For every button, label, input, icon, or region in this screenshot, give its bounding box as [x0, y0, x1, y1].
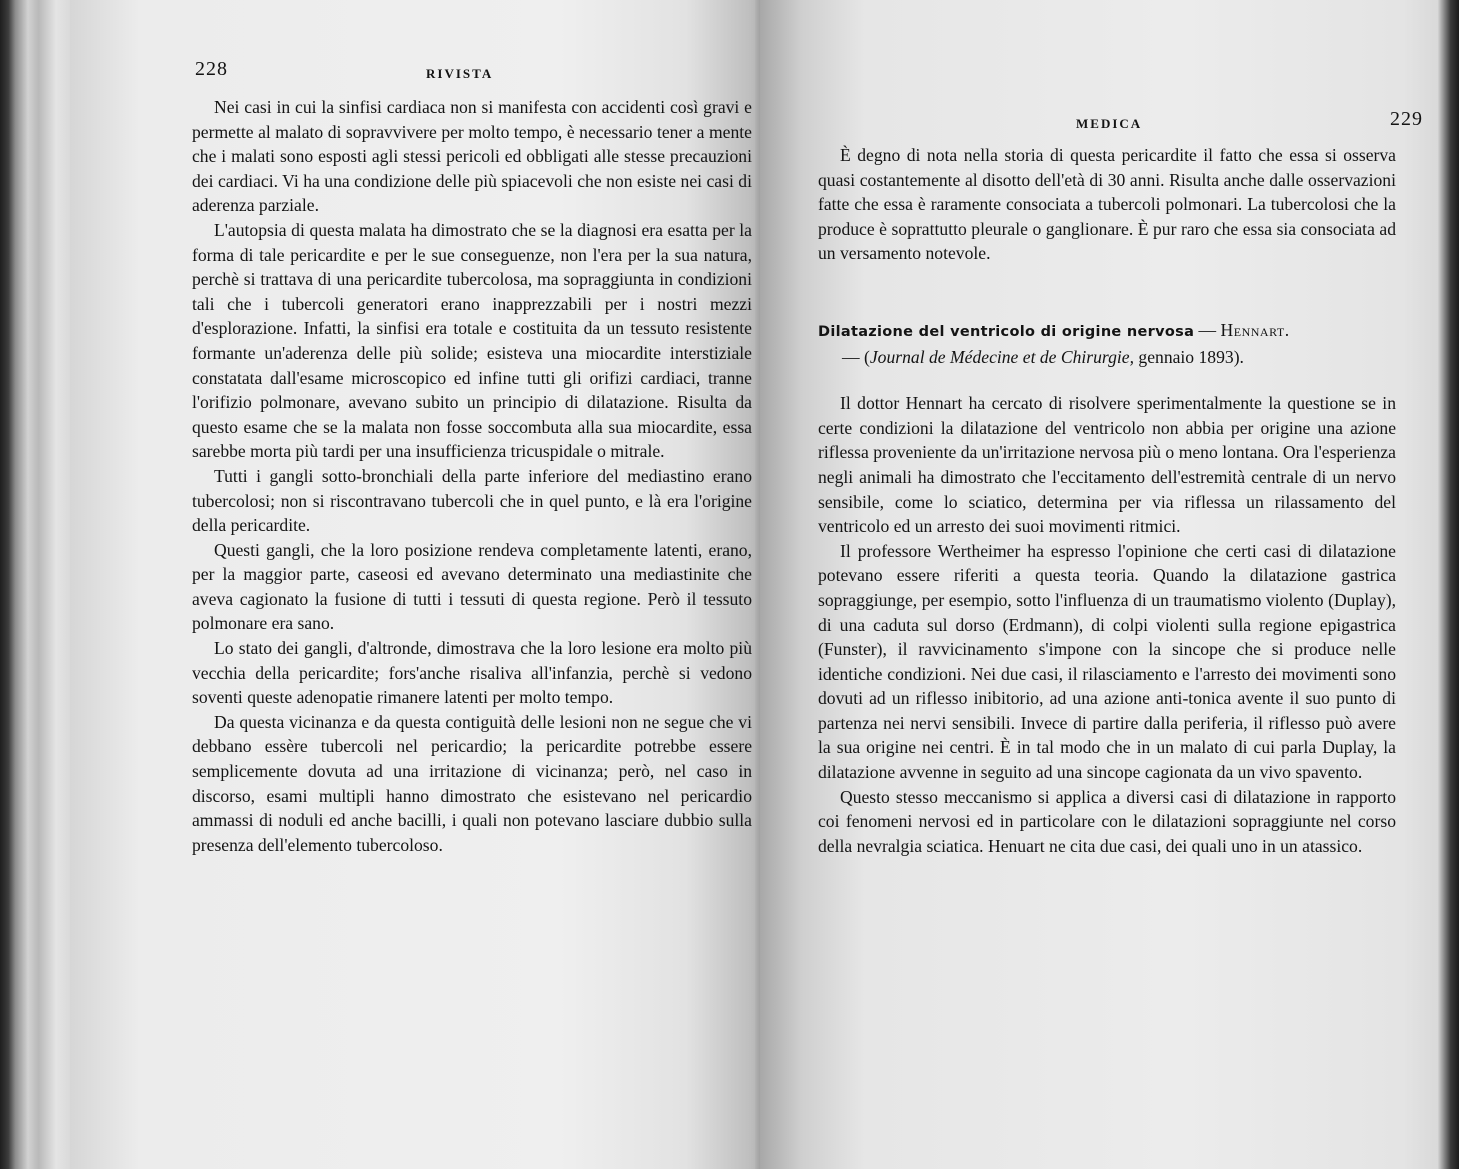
- paragraph: L'autopsia di questa malata ha dimostrato che se la diagnosi era esatta per la forma di tale pericardite e per le sue conseguenze, non l'era per la sua natura, perchè si trattava di una pericardite tubercolosa, ma sopraggiunta in condizioni tali che i tubercoli generatori erano inapprezzabili per i nostri mezzi d'esplorazione. Infatti, la sinfisi era totale e costituita da un tessuto resistente formante un'aderenza delle più solide; esisteva una miocardite interstiziale constatata dall'esame microscopico ed infine tutti gli orifizi cardiaci, tranne l'orifizio polmonare, avevano subito un principio di dilatazione. Risulta da questo esame che se la malata non fosse soccombuta alla sua miocardite, essa sarebbe morta più tardi per una insufficienza tricuspidale o mitrale.: [192, 219, 752, 462]
- running-head-right: MEDICA: [1076, 116, 1143, 131]
- article-source-line: [818, 345, 1396, 370]
- paragraph: Tutti i gangli sotto-bronchiali della parte inferiore del mediastino erano tubercolosi; non si riscontravano tubercoli che in quel punto, e là era l'origine della pericardite.: [192, 465, 752, 536]
- right-body-text: [818, 143, 1396, 858]
- heading-dash: —: [1194, 319, 1221, 340]
- paragraph: Da questa vicinanza e da questa contiguità delle lesioni non ne segue che vi debbano essère tubercoli nel pericardio; la pericardite potrebbe essere semplicemente dovuta ad una irritazione di vicinanza; però, nel caso in discorso, esami multipli hanno dimostrato che esistevano nel pericardio ammassi di noduli ed anche bacilli, i quali non potevano lasciare dubbio sulla presenza dell'elemento tubercoloso.: [192, 711, 752, 855]
- page-number-right: 229: [1390, 108, 1423, 130]
- paragraph: Il dottor Hennart ha cercato di risolvere sperimentalmente la questione se in certe condizioni la dilatazione del ventricolo non abbia per origine una azione riflessa proveniente da un'irritazione nervosa più o meno lontana. Ora l'esperienza negli animali ha dimostrato che l'eccitamento dell'estremità centrale di un nervo sensibile, come lo sciatico, determina per via riflessa un rilassamento del ventricolo ed un arresto dei suoi movimenti ritmici.: [818, 393, 1396, 537]
- page-number-left: 228: [195, 58, 228, 80]
- right-edge-shadow: [1438, 0, 1459, 1169]
- paragraph: Nei casi in cui la sinfisi cardiaca non si manifesta con accidenti così gravi e permette al malato di sopravvivere per molto tempo, è necessario tener a mente che i malati sono esposti agli stessi pericoli ed obbligati alle stesse precauzioni dei cardiaci. Vi ha una condizione delle più spiacevoli che non esiste nei casi di aderenza parziale.: [192, 97, 752, 216]
- paragraph: Lo stato dei gangli, d'altronde, dimostrava che la loro lesione era molto più vecchia della pericardite; fors'anche risaliva all'infanzia, perchè si vedono soventi queste adenopatie rimanere latenti per molto tempo.: [192, 638, 752, 708]
- running-head-left: RIVISTA: [426, 66, 494, 81]
- right-page: [760, 0, 1459, 1169]
- source-prefix: — (: [842, 346, 870, 367]
- paragraph: Il professore Wertheimer ha espresso l'opinione che certi casi di dilatazione potevano essere riferiti a questa teoria. Quando la dilatazione gastrica sopraggiunge, per esempio, sotto l'influenza di un traumatismo violento (Duplay), di una caduta sul dorso (Erdmann), di colpi violenti sulla regione epigastrica (Funster), il ravvicinamento s'impone con la sincope che si produce nelle identiche condizioni. Nei due casi, il rilasciamento e l'arresto dei movimenti sono dovuti ad un riflesso inibitorio, ad una azione anti-tonica avente il suo punto di partenza nei nervi sensibili. Invece di partire dalla periferia, il riflesso può avere la sua origine nei centri. È in tal modo che in un malato di cui parla Duplay, la dilatazione avvenne in seguito ad una sincope cagionata da un vivo spavento.: [818, 540, 1396, 783]
- article-heading: [818, 318, 1396, 369]
- continuation-paragraph: È degno di nota nella storia di questa pericardite il fatto che essa si osserva quasi costantemente al disotto dell'età di 30 anni. Risulta anche dalle osservazioni fatte che essa è raramente consociata a tubercoli polmonari. La tubercolosi che la produce è soprattutto pleurale o ganglionare. È pur raro che essa sia consociata ad un versamento notevole.: [818, 145, 1396, 264]
- left-body-text: [192, 95, 752, 857]
- article-date: gennaio 1893).: [1134, 346, 1244, 367]
- paragraph: Questo stesso meccanismo si applica a diversi casi di dilatazione in rapporto coi fenomeni nervosi ed in particolare con le dilatazioni sopraggiunte nel corso della nevralgia sciatica. Henuart ne cita due casi, dei quali uno in un atassico.: [818, 786, 1396, 856]
- article-author: Hennart.: [1220, 319, 1290, 340]
- article-title: Dilatazione del ventricolo di origine nervosa: [818, 323, 1195, 340]
- paragraph: Questi gangli, che la loro posizione rendeva completamente latenti, erano, per la maggior parte, caseosi ed avevano determinato una mediastinite che aveva cagionato la fusione di tutti i tessuti di questa regione. Però il tessuto polmonare era sano.: [192, 539, 752, 634]
- left-page: [70, 0, 770, 1169]
- article-source: Journal de Médecine et de Chirurgie,: [869, 346, 1135, 367]
- book-binding: [0, 0, 70, 1169]
